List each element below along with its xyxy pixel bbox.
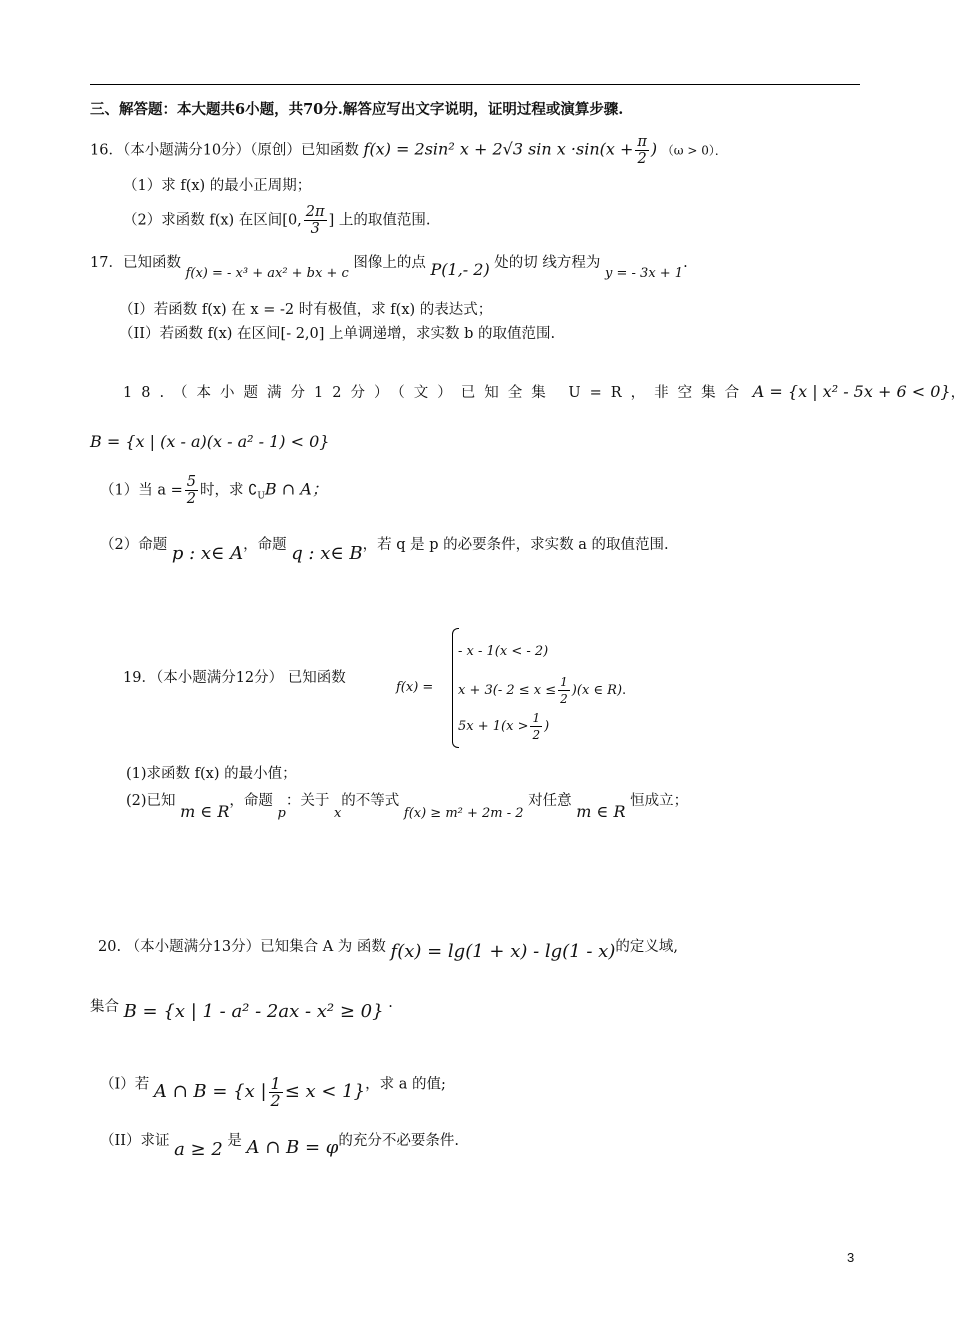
q19-piece-2-fraction: [558, 674, 570, 707]
q17-head: 17．已知函数: [90, 255, 181, 271]
q19-part2-ineq: f(x) ≥ m² + 2m - 2: [403, 806, 524, 821]
q19-piece-2-den: 2: [560, 692, 568, 706]
q16-condition: （ω > 0）．: [661, 143, 727, 158]
q20-part2-a: （II）求证: [100, 1133, 170, 1149]
q20-part1: [100, 1068, 446, 1110]
q18-comma: ，: [950, 385, 965, 401]
q17-stem: [90, 252, 688, 281]
q20-part1-a: （I）若: [100, 1076, 150, 1093]
q16-part2-den: 3: [310, 221, 320, 237]
q18-set-b-line: [90, 432, 329, 453]
q19-piece-2: [458, 674, 626, 707]
q18-set-a: A = {x | x² - 5x + 6 < 0}: [752, 382, 951, 401]
q19-part2-b: ，命题: [229, 793, 273, 809]
q19-part2-c: ：关于: [285, 793, 330, 809]
q18-part2-q: q : x∈ B: [291, 543, 363, 564]
q19-part2-a: (2)已知: [126, 793, 176, 809]
q19-part2-d: 的不等式: [341, 793, 400, 809]
q20-head-end: 的定义域,: [615, 939, 678, 955]
q19-piece-3-b: ): [544, 719, 550, 734]
q19-end: .: [622, 683, 627, 698]
header-rule: [90, 84, 860, 85]
q19-part2-m2: m ∈ R: [576, 802, 626, 821]
q18-part1-b: 时，求 ∁: [199, 482, 258, 499]
q16-part2-num: 2π: [305, 204, 325, 220]
q16-frac-num: π: [637, 134, 647, 150]
q19-part2-f: 恒成立；: [630, 793, 689, 809]
q17-part1: （I）若函数 f(x) 在 x = -2 时有极值，求 f(x) 的表达式；: [119, 302, 493, 318]
q20-part1-fraction: [269, 1076, 283, 1109]
q18-part1-sub: U: [257, 491, 265, 502]
q19-part2: [126, 790, 689, 821]
q17-function: f(x) = - x³ + ax² + bx + c: [185, 266, 349, 281]
q18-part1-a: （1）当 a =: [100, 482, 183, 499]
q16-stem: [90, 134, 727, 167]
q16-head: 16．（本小题满分10分）（原创）已知函数: [90, 142, 359, 159]
q19-part1: (1)求函数 f(x) 的最小值；: [126, 766, 297, 782]
q20-part1-set: A ∩ B = {x |: [153, 1080, 267, 1102]
q19-piece-3-num: 1: [532, 711, 541, 725]
q16-part2-b: ] 上的取值范围.: [328, 212, 431, 229]
q19-piece-2-b: )(x ∈ R): [571, 683, 623, 698]
q16-close: ): [650, 139, 658, 159]
q19-piece-3-den: 2: [532, 728, 541, 742]
q18-part1-c: B ∩ A；: [264, 479, 328, 499]
q19-head: 19．（本小题满分12分） 已知函数: [123, 670, 346, 686]
q18-head: 18.（本小题满分12分）（文）已知全集 U=R，非空集合: [123, 385, 749, 401]
q19-fx: f(x) =: [396, 680, 434, 695]
q18-part2-a: （2）命题: [100, 537, 168, 553]
q20-stem: [98, 936, 678, 962]
q19-part2-e: 对任意: [528, 793, 572, 809]
q20-part1-den: 2: [270, 1091, 281, 1110]
q20-part2-cond1: a ≥ 2: [174, 1139, 223, 1160]
q20-set-b-a: 集合: [90, 999, 119, 1015]
q16-part2-fraction: [304, 204, 327, 237]
q18-part2-b: ，命题: [243, 537, 287, 553]
q20-part2-c: 的充分不必要条件.: [338, 1133, 460, 1149]
q19-part2-m: m ∈ R: [180, 802, 230, 821]
q20-set-b: B = {x | 1 - a² - 2ax - x² ≥ 0}: [123, 1001, 384, 1022]
q18-stem: [123, 382, 965, 403]
q20-part1-num: 1: [270, 1074, 281, 1093]
q16-part2: [123, 204, 430, 237]
q19-piece-2-num: 1: [560, 675, 568, 689]
q17-point: P(1,- 2): [430, 260, 490, 279]
q20-head: 20. （本小题满分13分）已知集合 A 为 函数: [98, 939, 386, 955]
q17-mid2: 处的切 线方程为: [494, 255, 601, 271]
page-number: 3: [847, 1250, 855, 1265]
q18-set-b: B = {x | (x - a)(x - a² - 1) < 0}: [90, 432, 330, 451]
q19-piece-2-a: x + 3(- 2 ≤ x ≤: [458, 683, 557, 698]
q19-part2-x: x: [333, 806, 342, 821]
q20-set-b-end: ·: [388, 999, 393, 1015]
q16-part1: （1）求 f(x) 的最小正周期；: [123, 178, 312, 194]
q20-part2-cond2: A ∩ B = φ: [246, 1137, 339, 1158]
q19-piece-3-a: 5x + 1(x >: [458, 719, 529, 734]
q18-part1-den: 2: [186, 491, 196, 507]
q19-stem: [123, 668, 346, 688]
q16-part2-a: （2）求函数 f(x) 在区间[0,: [123, 212, 302, 229]
q18-part1: [100, 474, 328, 507]
q18-part2-c: ，若 q 是 p 的必要条件，求实数 a 的取值范围.: [362, 537, 669, 553]
q17-mid: 图像上的点: [353, 255, 426, 271]
section-title: 三、解答题：本大题共6小题，共70分.解答应写出文字说明，证明过程或演算步骤.: [90, 101, 624, 118]
q20-part2: [100, 1130, 460, 1160]
q19-piece-3: [458, 710, 549, 743]
q16-frac-den: 2: [637, 151, 647, 167]
q20-set-b-line: [90, 996, 393, 1022]
q18-part1-num: 5: [186, 474, 196, 490]
q19-piece-3-fraction: [530, 710, 542, 743]
q17-tangent: y = - 3x + 1: [605, 266, 684, 281]
q19-piece-1: - x - 1(x < - 2): [458, 644, 549, 659]
q18-part1-fraction: [185, 474, 198, 507]
q16-fraction: [635, 134, 649, 167]
q18-part2: [100, 534, 669, 564]
q20-part1-set2: ≤ x < 1}: [284, 1080, 366, 1102]
q19-part2-p: p: [277, 806, 286, 821]
q18-part2-p: p : x∈ A: [171, 543, 244, 564]
q17-end: .: [683, 255, 688, 271]
q20-part1-b: ，求 a 的值;: [365, 1076, 446, 1093]
q17-part2: （II）若函数 f(x) 在区间[- 2,0] 上单调递增，求实数 b 的取值范围.: [119, 326, 556, 342]
q20-function: f(x) = lg(1 + x) - lg(1 - x): [390, 941, 616, 962]
q16-formula: f(x) = 2sin² x + 2√3 sin x ·sin(x +: [363, 139, 634, 159]
q20-part2-b: 是: [227, 1133, 242, 1149]
